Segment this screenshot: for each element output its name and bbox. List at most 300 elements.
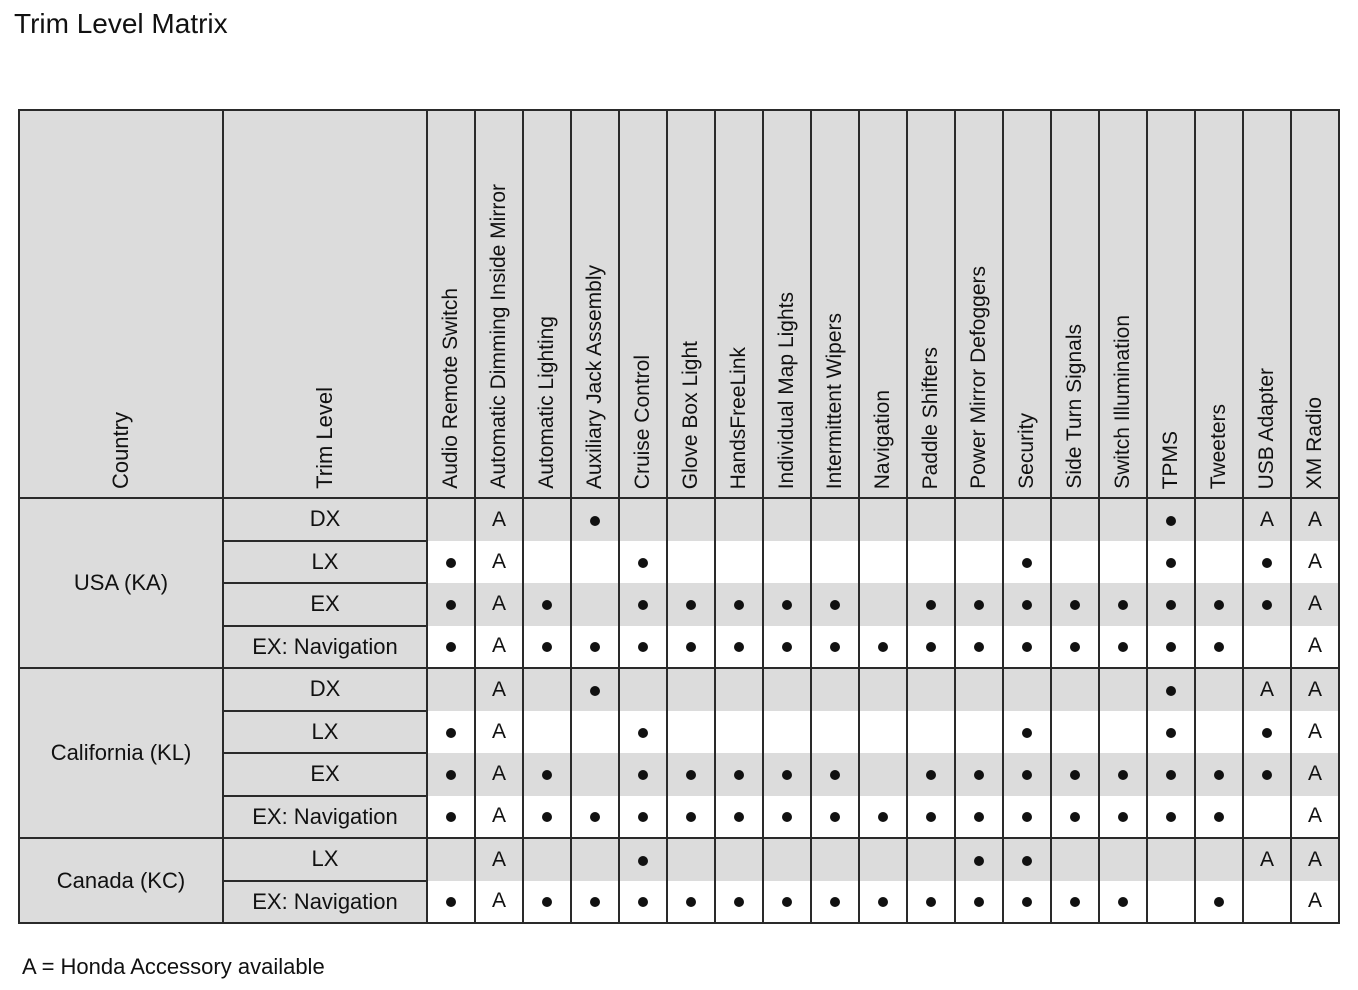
feature-header — [1243, 110, 1291, 498]
feature-cell — [475, 583, 523, 626]
feature-header-label: Tweeters — [1207, 403, 1230, 489]
standard-dot-icon — [1214, 770, 1224, 780]
feature-cell — [1291, 541, 1339, 584]
standard-dot-icon — [686, 642, 696, 652]
feature-cell — [811, 881, 859, 924]
feature-cell — [523, 753, 571, 796]
standard-dot-icon — [542, 897, 552, 907]
feature-cell — [1099, 796, 1147, 839]
feature-cell — [667, 881, 715, 924]
trim-cell: LX — [223, 838, 427, 881]
standard-dot-icon — [686, 600, 696, 610]
feature-cell — [1051, 711, 1099, 754]
standard-dot-icon — [1166, 642, 1176, 652]
accessory-mark: A — [491, 507, 506, 531]
accessory-mark: A — [1307, 762, 1322, 786]
feature-header — [1099, 110, 1147, 498]
header-row — [19, 110, 1339, 498]
feature-cell — [475, 498, 523, 541]
standard-dot-icon — [830, 600, 840, 610]
standard-dot-icon — [1022, 770, 1032, 780]
feature-cell — [859, 838, 907, 881]
feature-cell — [859, 583, 907, 626]
accessory-mark: A — [1307, 634, 1322, 658]
feature-cell — [955, 753, 1003, 796]
feature-header-label: Glove Box Light — [679, 340, 702, 489]
feature-cell — [1291, 668, 1339, 711]
feature-cell — [1195, 753, 1243, 796]
feature-cell — [1003, 711, 1051, 754]
feature-header — [859, 110, 907, 498]
feature-cell — [1003, 498, 1051, 541]
feature-cell — [1195, 668, 1243, 711]
feature-header-label: Auxiliary Jack Assembly — [583, 264, 606, 489]
feature-cell — [619, 881, 667, 924]
feature-cell — [475, 881, 523, 924]
feature-cell — [1243, 668, 1291, 711]
standard-dot-icon — [734, 812, 744, 822]
accessory-mark: A — [1307, 549, 1322, 573]
standard-dot-icon — [1118, 642, 1128, 652]
feature-header-label: XM Radio — [1303, 396, 1326, 489]
feature-cell — [859, 498, 907, 541]
feature-cell — [715, 626, 763, 669]
feature-cell — [955, 796, 1003, 839]
feature-cell — [1147, 498, 1195, 541]
standard-dot-icon — [1166, 558, 1176, 568]
country-cell: USA (KA) — [19, 498, 223, 668]
feature-header-label: USB Adapter — [1255, 367, 1278, 489]
standard-dot-icon — [446, 600, 456, 610]
country-cell: California (KL) — [19, 668, 223, 838]
accessory-mark: A — [1259, 507, 1274, 531]
feature-header-label: Power Mirror Defoggers — [967, 266, 990, 489]
feature-cell — [1243, 541, 1291, 584]
standard-dot-icon — [974, 897, 984, 907]
feature-cell — [907, 796, 955, 839]
feature-cell — [571, 668, 619, 711]
standard-dot-icon — [542, 642, 552, 652]
feature-cell — [1003, 753, 1051, 796]
feature-cell — [907, 541, 955, 584]
feature-cell — [955, 583, 1003, 626]
standard-dot-icon — [1022, 728, 1032, 738]
feature-cell — [715, 881, 763, 924]
standard-dot-icon — [1214, 600, 1224, 610]
feature-cell — [523, 881, 571, 924]
feature-cell — [1051, 541, 1099, 584]
standard-dot-icon — [974, 600, 984, 610]
standard-dot-icon — [446, 812, 456, 822]
standard-dot-icon — [830, 770, 840, 780]
standard-dot-icon — [590, 516, 600, 526]
standard-dot-icon — [926, 770, 936, 780]
feature-cell — [811, 753, 859, 796]
feature-cell — [907, 881, 955, 924]
country-header — [19, 110, 223, 498]
feature-cell — [523, 583, 571, 626]
feature-cell — [1051, 838, 1099, 881]
standard-dot-icon — [1214, 897, 1224, 907]
feature-cell — [1051, 626, 1099, 669]
standard-dot-icon — [878, 642, 888, 652]
feature-cell — [1147, 711, 1195, 754]
standard-dot-icon — [1262, 728, 1272, 738]
trim-cell: LX — [223, 711, 427, 754]
feature-cell — [667, 541, 715, 584]
accessory-mark: A — [491, 677, 506, 701]
feature-header-label: Automatic Lighting — [535, 316, 558, 489]
feature-cell — [763, 838, 811, 881]
standard-dot-icon — [830, 642, 840, 652]
page-title: Trim Level Matrix — [14, 8, 228, 39]
feature-cell — [859, 796, 907, 839]
feature-cell — [907, 711, 955, 754]
feature-cell — [859, 753, 907, 796]
feature-header-label: Security — [1015, 413, 1038, 489]
feature-cell — [619, 668, 667, 711]
feature-cell — [571, 498, 619, 541]
standard-dot-icon — [638, 897, 648, 907]
accessory-mark: A — [1307, 507, 1322, 531]
feature-cell — [715, 753, 763, 796]
feature-cell — [571, 626, 619, 669]
feature-header — [619, 110, 667, 498]
feature-cell — [1195, 541, 1243, 584]
standard-dot-icon — [830, 897, 840, 907]
feature-header — [907, 110, 955, 498]
standard-dot-icon — [782, 600, 792, 610]
feature-cell — [955, 541, 1003, 584]
feature-cell — [955, 881, 1003, 924]
footnote: A = Honda Accessory available — [22, 954, 325, 979]
feature-cell — [1291, 711, 1339, 754]
trim-cell: EX: Navigation — [223, 796, 427, 839]
standard-dot-icon — [974, 770, 984, 780]
accessory-mark: A — [491, 549, 506, 573]
standard-dot-icon — [1022, 558, 1032, 568]
feature-cell — [763, 796, 811, 839]
feature-cell — [1291, 753, 1339, 796]
standard-dot-icon — [1070, 770, 1080, 780]
standard-dot-icon — [734, 770, 744, 780]
feature-cell — [571, 796, 619, 839]
feature-cell — [1003, 541, 1051, 584]
feature-cell — [715, 583, 763, 626]
feature-cell — [427, 668, 475, 711]
feature-cell — [1003, 881, 1051, 924]
feature-cell — [763, 753, 811, 796]
table-row — [19, 838, 1339, 881]
feature-header — [1291, 110, 1339, 498]
feature-cell — [763, 626, 811, 669]
feature-cell — [763, 498, 811, 541]
standard-dot-icon — [926, 642, 936, 652]
feature-cell — [763, 668, 811, 711]
feature-cell — [523, 626, 571, 669]
feature-cell — [1195, 796, 1243, 839]
standard-dot-icon — [734, 600, 744, 610]
table-row — [19, 668, 1339, 711]
trim-cell: DX — [223, 668, 427, 711]
feature-cell — [1147, 668, 1195, 711]
feature-cell — [1147, 753, 1195, 796]
standard-dot-icon — [590, 686, 600, 696]
accessory-mark: A — [491, 719, 506, 743]
standard-dot-icon — [446, 558, 456, 568]
feature-cell — [1099, 498, 1147, 541]
feature-header — [667, 110, 715, 498]
standard-dot-icon — [1262, 600, 1272, 610]
standard-dot-icon — [1070, 897, 1080, 907]
feature-cell — [763, 541, 811, 584]
standard-dot-icon — [1022, 812, 1032, 822]
feature-cell — [667, 711, 715, 754]
feature-cell — [571, 881, 619, 924]
standard-dot-icon — [974, 856, 984, 866]
feature-header-label: HandsFreeLink — [727, 346, 750, 489]
feature-cell — [571, 583, 619, 626]
feature-cell — [667, 668, 715, 711]
feature-cell — [475, 626, 523, 669]
feature-cell — [859, 711, 907, 754]
feature-cell — [1099, 541, 1147, 584]
feature-cell — [1243, 753, 1291, 796]
standard-dot-icon — [974, 642, 984, 652]
trim-header-label: Trim Level — [312, 387, 337, 489]
standard-dot-icon — [1262, 558, 1272, 568]
feature-cell — [1243, 626, 1291, 669]
feature-header — [523, 110, 571, 498]
feature-cell — [427, 498, 475, 541]
accessory-mark: A — [1259, 847, 1274, 871]
standard-dot-icon — [638, 728, 648, 738]
standard-dot-icon — [1166, 812, 1176, 822]
feature-cell — [475, 753, 523, 796]
feature-cell — [715, 796, 763, 839]
table-row — [19, 498, 1339, 541]
feature-cell — [619, 541, 667, 584]
feature-header — [955, 110, 1003, 498]
feature-cell — [715, 711, 763, 754]
standard-dot-icon — [1166, 686, 1176, 696]
feature-header — [1147, 110, 1195, 498]
standard-dot-icon — [1070, 642, 1080, 652]
feature-cell — [427, 711, 475, 754]
accessory-mark: A — [1307, 592, 1322, 616]
accessory-mark: A — [491, 889, 506, 913]
standard-dot-icon — [1166, 728, 1176, 738]
feature-cell — [1291, 796, 1339, 839]
feature-cell — [955, 711, 1003, 754]
feature-cell — [1099, 753, 1147, 796]
feature-cell — [955, 626, 1003, 669]
standard-dot-icon — [446, 770, 456, 780]
feature-header-label: Intermittent Wipers — [823, 312, 846, 489]
feature-cell — [1099, 668, 1147, 711]
country-cell: Canada (KC) — [19, 838, 223, 923]
feature-cell — [1147, 796, 1195, 839]
feature-cell — [475, 668, 523, 711]
standard-dot-icon — [590, 642, 600, 652]
standard-dot-icon — [782, 897, 792, 907]
feature-cell — [1243, 498, 1291, 541]
feature-header — [763, 110, 811, 498]
feature-cell — [619, 498, 667, 541]
feature-header-label: Audio Remote Switch — [439, 288, 462, 489]
trim-cell: LX — [223, 541, 427, 584]
feature-cell — [1291, 881, 1339, 924]
accessory-mark: A — [1307, 719, 1322, 743]
accessory-mark: A — [1307, 847, 1322, 871]
feature-cell — [427, 753, 475, 796]
feature-cell — [811, 711, 859, 754]
standard-dot-icon — [1022, 642, 1032, 652]
trim-cell: DX — [223, 498, 427, 541]
standard-dot-icon — [1166, 770, 1176, 780]
feature-cell — [475, 796, 523, 839]
feature-cell — [475, 711, 523, 754]
feature-cell — [1243, 881, 1291, 924]
feature-cell — [955, 498, 1003, 541]
feature-header — [427, 110, 475, 498]
feature-header-label: Automatic Dimming Inside Mirror — [487, 184, 510, 489]
standard-dot-icon — [782, 642, 792, 652]
feature-header — [715, 110, 763, 498]
standard-dot-icon — [542, 600, 552, 610]
feature-cell — [619, 838, 667, 881]
feature-cell — [1003, 838, 1051, 881]
feature-header — [475, 110, 523, 498]
standard-dot-icon — [590, 897, 600, 907]
standard-dot-icon — [638, 558, 648, 568]
feature-cell — [715, 668, 763, 711]
feature-cell — [619, 753, 667, 796]
feature-cell — [955, 838, 1003, 881]
feature-cell — [1099, 838, 1147, 881]
feature-cell — [1051, 498, 1099, 541]
standard-dot-icon — [446, 897, 456, 907]
feature-cell — [1099, 711, 1147, 754]
standard-dot-icon — [1070, 600, 1080, 610]
accessory-mark: A — [1307, 677, 1322, 701]
standard-dot-icon — [1118, 770, 1128, 780]
standard-dot-icon — [638, 642, 648, 652]
standard-dot-icon — [782, 812, 792, 822]
feature-cell — [427, 881, 475, 924]
standard-dot-icon — [1022, 600, 1032, 610]
trim-cell: EX: Navigation — [223, 881, 427, 924]
feature-cell — [907, 838, 955, 881]
feature-cell — [667, 583, 715, 626]
feature-cell — [1051, 583, 1099, 626]
standard-dot-icon — [686, 770, 696, 780]
feature-cell — [1243, 838, 1291, 881]
feature-cell — [571, 541, 619, 584]
feature-cell — [1291, 498, 1339, 541]
feature-cell — [1195, 626, 1243, 669]
feature-cell — [619, 626, 667, 669]
feature-cell — [427, 838, 475, 881]
feature-cell — [1291, 583, 1339, 626]
accessory-mark: A — [491, 804, 506, 828]
feature-cell — [1147, 626, 1195, 669]
accessory-mark: A — [491, 634, 506, 658]
feature-cell — [859, 626, 907, 669]
standard-dot-icon — [878, 897, 888, 907]
accessory-mark: A — [491, 847, 506, 871]
standard-dot-icon — [638, 770, 648, 780]
feature-cell — [811, 498, 859, 541]
feature-cell — [667, 796, 715, 839]
feature-cell — [1243, 796, 1291, 839]
feature-cell — [859, 881, 907, 924]
feature-cell — [1099, 583, 1147, 626]
feature-cell — [427, 626, 475, 669]
feature-cell — [523, 711, 571, 754]
feature-cell — [1051, 796, 1099, 839]
accessory-mark: A — [1307, 804, 1322, 828]
standard-dot-icon — [1166, 516, 1176, 526]
standard-dot-icon — [686, 897, 696, 907]
standard-dot-icon — [638, 600, 648, 610]
feature-cell — [1003, 668, 1051, 711]
feature-header-label: Paddle Shifters — [919, 346, 942, 489]
feature-cell — [859, 541, 907, 584]
feature-cell — [667, 838, 715, 881]
feature-cell — [427, 583, 475, 626]
standard-dot-icon — [926, 600, 936, 610]
feature-cell — [1003, 583, 1051, 626]
feature-header-label: Side Turn Signals — [1063, 324, 1086, 489]
standard-dot-icon — [1214, 642, 1224, 652]
feature-cell — [1147, 583, 1195, 626]
feature-header — [1051, 110, 1099, 498]
feature-cell — [907, 626, 955, 669]
feature-header-label: Individual Map Lights — [775, 291, 798, 489]
standard-dot-icon — [926, 812, 936, 822]
feature-cell — [427, 541, 475, 584]
feature-cell — [1051, 753, 1099, 796]
feature-cell — [523, 796, 571, 839]
feature-cell — [619, 583, 667, 626]
feature-cell — [1003, 796, 1051, 839]
accessory-mark: A — [491, 592, 506, 616]
feature-cell — [1003, 626, 1051, 669]
trim-cell: EX — [223, 583, 427, 626]
feature-cell — [1195, 838, 1243, 881]
feature-header-label: TPMS — [1159, 430, 1182, 489]
feature-cell — [715, 541, 763, 584]
feature-cell — [523, 541, 571, 584]
feature-cell — [811, 668, 859, 711]
feature-cell — [427, 796, 475, 839]
standard-dot-icon — [1214, 812, 1224, 822]
feature-cell — [1147, 541, 1195, 584]
feature-cell — [907, 668, 955, 711]
standard-dot-icon — [638, 812, 648, 822]
feature-cell — [475, 541, 523, 584]
feature-cell — [571, 838, 619, 881]
feature-cell — [667, 498, 715, 541]
feature-cell — [859, 668, 907, 711]
standard-dot-icon — [638, 856, 648, 866]
feature-cell — [1291, 838, 1339, 881]
standard-dot-icon — [1118, 600, 1128, 610]
feature-cell — [1051, 881, 1099, 924]
feature-cell — [1147, 881, 1195, 924]
feature-cell — [907, 583, 955, 626]
